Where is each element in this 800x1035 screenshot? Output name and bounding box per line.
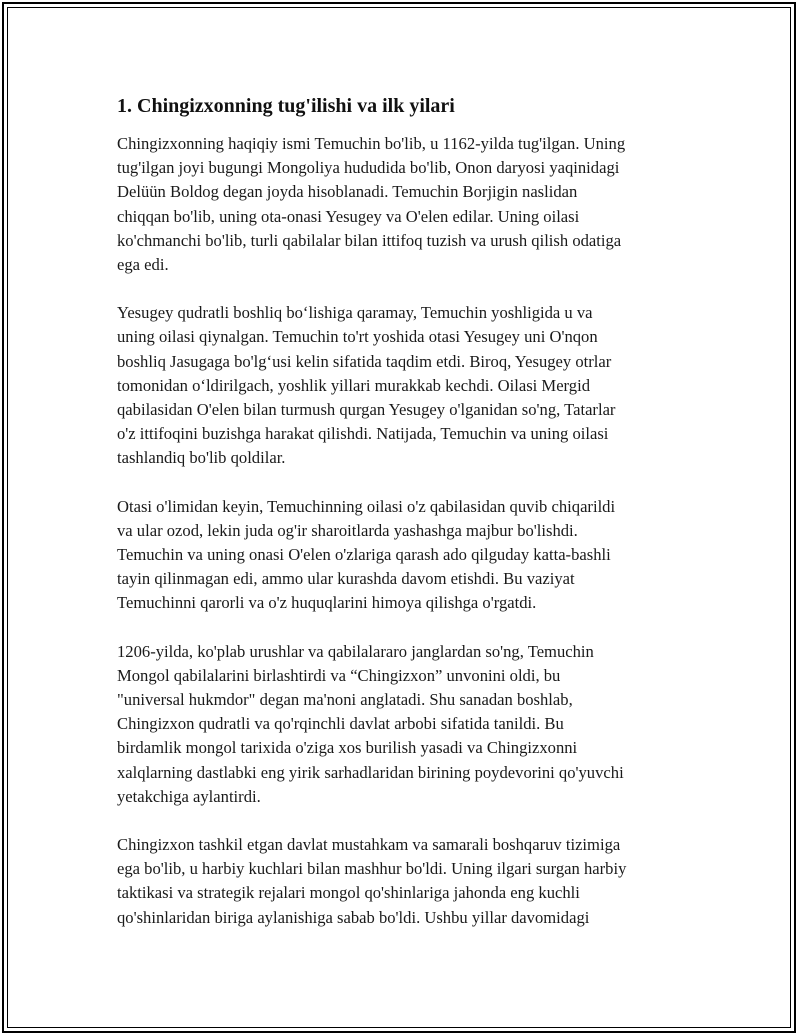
section-heading: 1. Chingizxonning tug'ilishi va ilk yilari [117,95,455,117]
paragraph-birth: Chingizxonning haqiqiy ismi Temuchin bo'lib, u 1162-yilda tug'ilgan. Uning tug'ilgan joyi bugungi Mongoliya hududida bo'lib, Onon daryosi yaqinidagi Delüün Boldog degan joyda hisoblanadi. Temuchin Borjigin naslidan chiqqan bo'lib, uning ota-onasi Yesugey va O'elen edilar. Uning oilasi ko'chmanchi bo'lib, turli qabilalar bilan ittifoq tuzish va urush qilish odatiga ega edi. [117,134,626,275]
paragraph-state: Chingizxon tashkil etgan davlat mustahkam va samarali boshqaruv tizimiga ega bo'lib, u harbiy kuchlari bilan mashhur bo'ldi. Uning ilgari surgan harbiy taktikasi va strategik rejalari mongol qo'shinlariga jahonda eng kuchli qo'shinlaridan biriga aylanishiga sabab bo'ldi. Ushbu yillar davomidagi [117,835,627,927]
paragraph-youth: Yesugey qudratli boshliq bo‘lishiga qaramay, Temuchin yoshligida u va uning oilasi qiynalgan. Temuchin to'rt yoshida otasi Yesugey uni O'nqon boshliq Jasugaga bo'lg‘usi kelin sifatida taqdim etdi. Biroq, Yesugey otrlar tomonidan o‘ldirilgach, yoshlik yillari murakkab kechdi. Oilasi Mergid qabilasidan O'elen bilan turmush qurgan Yesugey o'lganidan so'ng, Tatarlar o'z ittifoqini buzishga harakat qilishdi. Natijada, Temuchin va uning oilasi tashlandiq bo'lib qoldilar. [117,303,616,468]
paragraph-exile: Otasi o'limidan keyin, Temuchinning oilasi o'z qabilasidan quvib chiqarildi va ular ozod, lekin juda og'ir sharoitlarda yashashga majbur bo'lishdi. Temuchin va uning onasi O'elen o'zlariga qarash ado qilguday katta-bashli tayin qilinmagan edi, ammo ular kurashda davom etishdi. Bu vaziyat Temuchinni qarorli va o'z huquqlarini himoya qilishga o'rgatdi. [117,496,616,613]
document-body [117,92,692,954]
paragraph-unification: 1206-yilda, ko'plab urushlar va qabilalararo janglardan so'ng, Temuchin Mongol qabilalarini birlashtirdi va “Chingizxon” unvonini oldi, bu "universal hukmdor" degan ma'noni anglatadi. Shu sanadan boshlab, Chingizxon qudratli va qo'rqinchli davlat arbobi sifatida tanildi. Bu birdamlik mongol tarixida o'ziga xos burilish yasadi va Chingizxonni xalqlarning dastlabki eng yirik sarhadlaridan birining poydevorini qo'yuvchi yetakchiga aylantirdi. [117,641,624,806]
